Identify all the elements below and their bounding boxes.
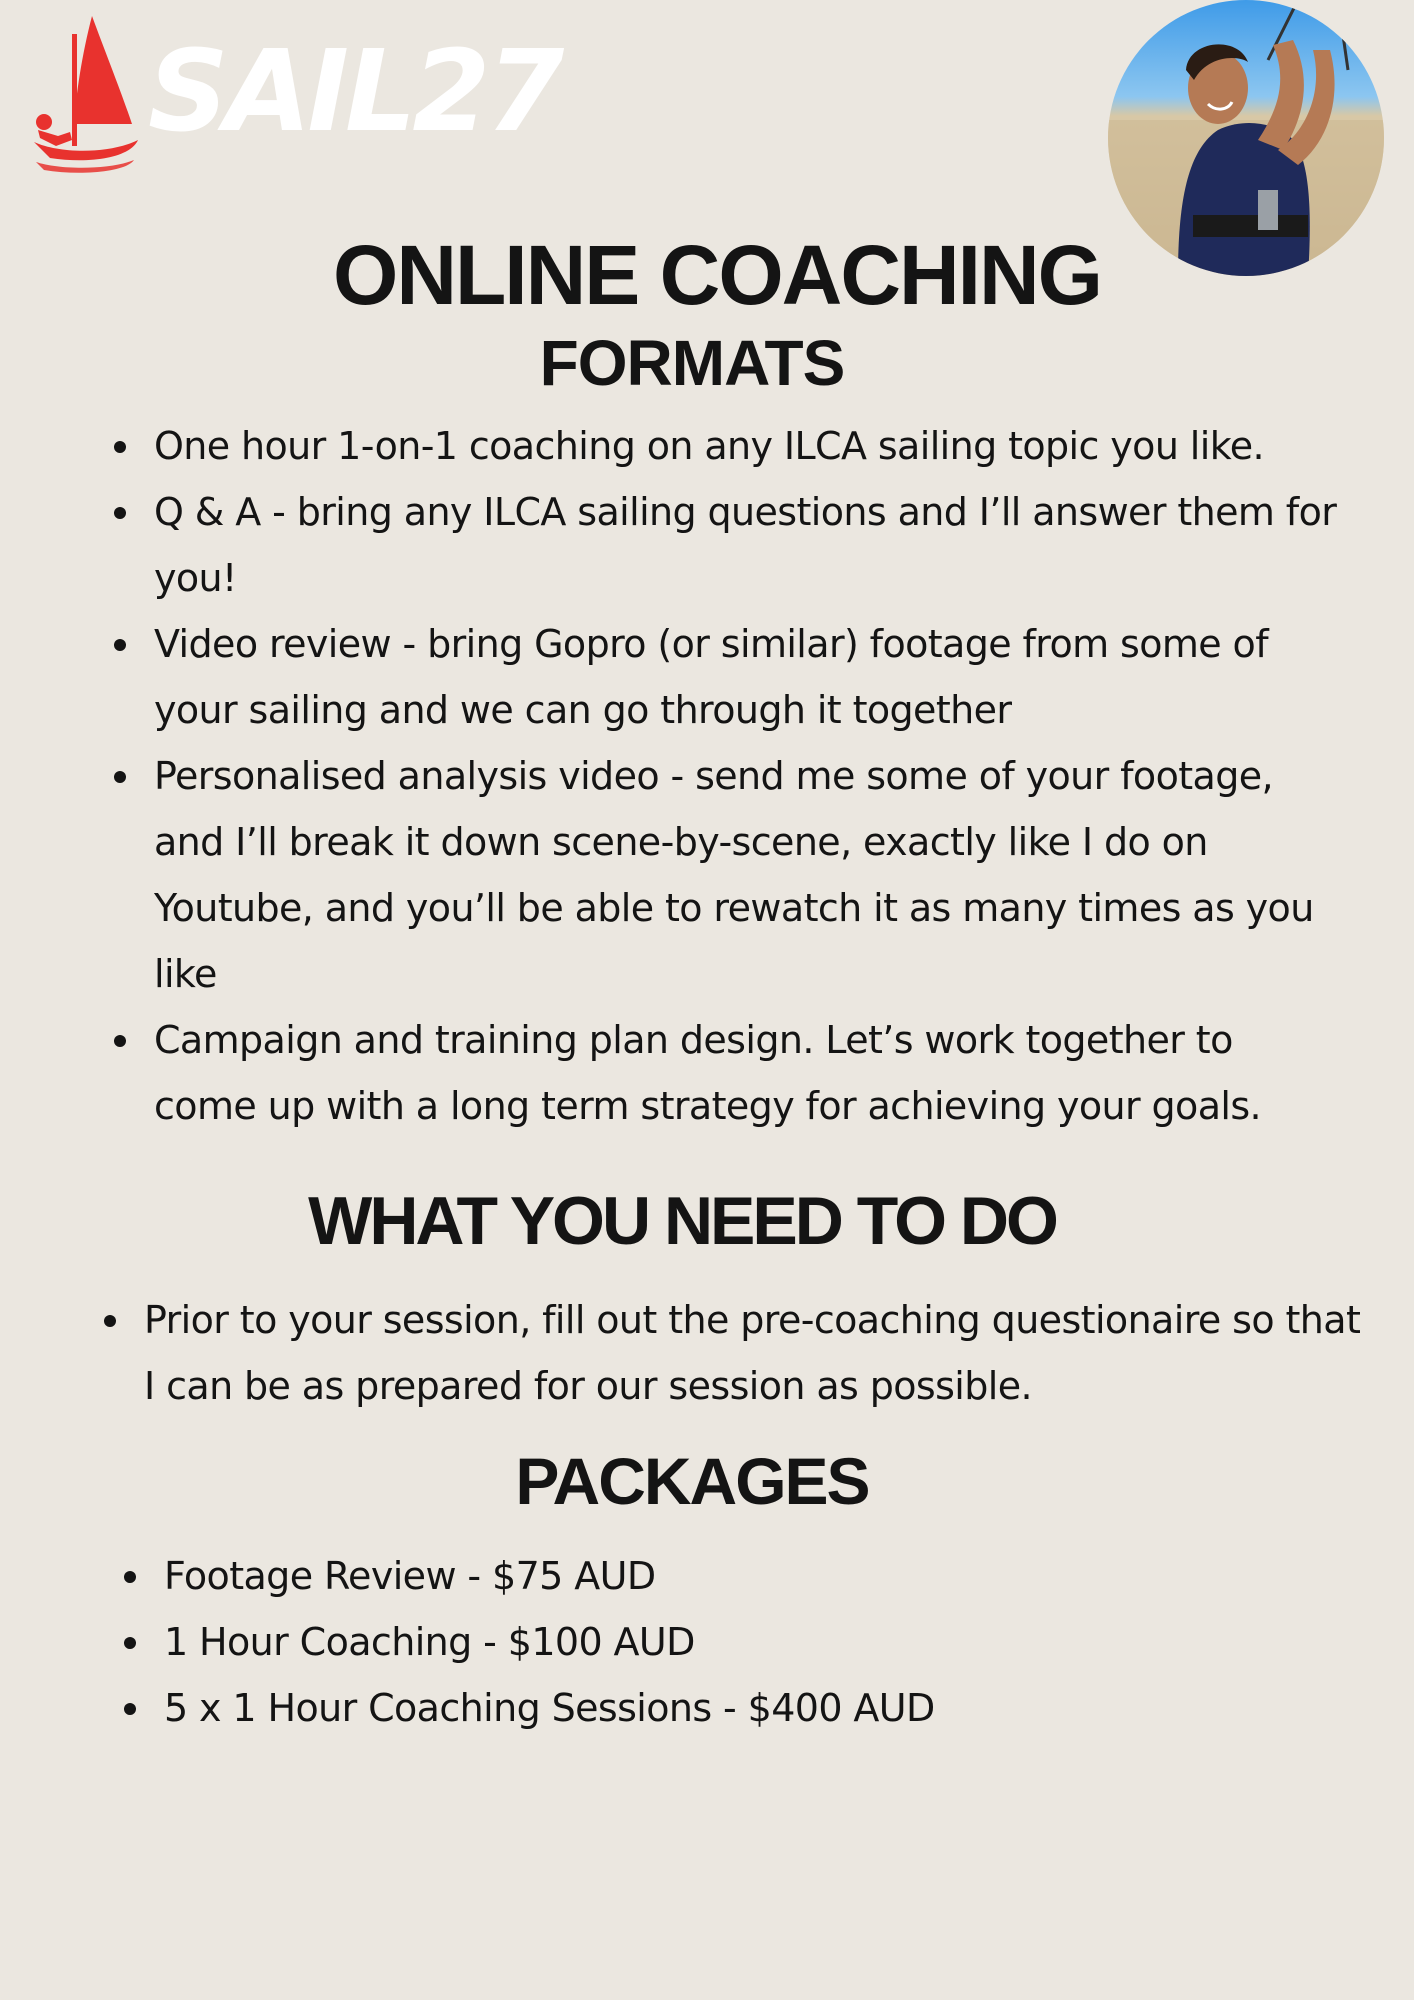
need-list	[104, 1287, 1374, 1419]
list-item: Campaign and training plan design. Let’s work together to come up with a long term strategy for achieving your goals.	[114, 1007, 1344, 1139]
package-item: 5 x 1 Hour Coaching Sessions - $400 AUD	[124, 1675, 1224, 1741]
packages-list	[124, 1543, 1224, 1741]
packages-heading: PACKAGES	[515, 1444, 869, 1518]
list-item: Q & A - bring any ILCA sailing questions and I’ll answer them for you!	[114, 479, 1344, 611]
list-item: Video review - bring Gopro (or similar) footage from some of your sailing and we can go through it together	[114, 611, 1344, 743]
formats-list	[114, 413, 1344, 1139]
package-item: Footage Review - $75 AUD	[124, 1543, 1224, 1609]
package-item: 1 Hour Coaching - $100 AUD	[124, 1609, 1224, 1675]
list-item: One hour 1-on-1 coaching on any ILCA sailing topic you like.	[114, 413, 1344, 479]
sailboat-icon	[30, 14, 150, 174]
brand-logo	[30, 14, 590, 174]
list-item: Personalised analysis video - send me some of your footage, and I’ll break it down scene-by-scene, exactly like I do on Youtube, and you’ll be able to rewatch it as many times as you like	[114, 743, 1344, 1007]
page-title: ONLINE COACHING	[333, 228, 1101, 322]
list-item: Prior to your session, fill out the pre-coaching questionaire so that I can be as prepared for our session as possible.	[104, 1287, 1374, 1419]
formats-heading: FORMATS	[539, 327, 845, 399]
logo-wordmark: SAIL27	[148, 27, 561, 157]
need-heading: WHAT YOU NEED TO DO	[308, 1183, 1056, 1259]
